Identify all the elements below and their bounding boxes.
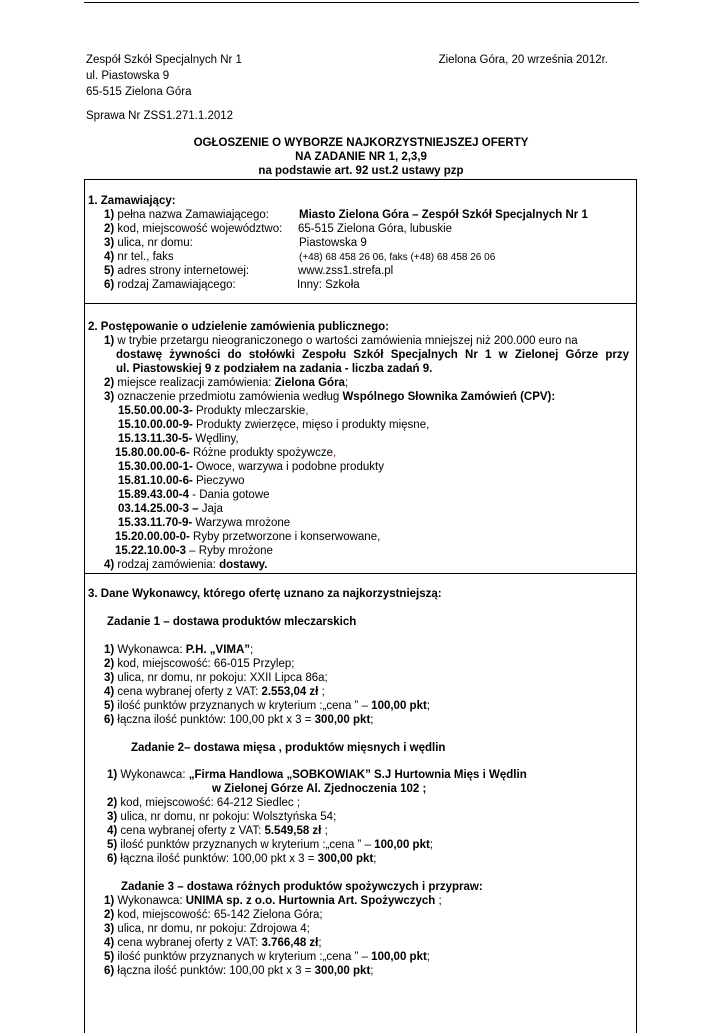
task-3-title: Zadanie 3 – dostawa różnych produktów spożywczych i przypraw: xyxy=(121,881,483,893)
s2-point-1-line-2: dostawę żywności do stołówki Zespołu Szkół Specjalnych Nr 1 w Zielonej Górze przy xyxy=(116,349,629,361)
title-line-1: OGŁOSZENIE O WYBORZE NAJKORZYSTNIEJSZEJ OFERTY xyxy=(193,137,529,149)
s1-row-5: 5) adres strony internetowej: xyxy=(104,265,250,277)
task-3-row: 4) cena wybranej oferty z VAT: 3.766,48 zł; xyxy=(104,937,322,949)
task-2-row-cont: w Zielonej Górze Al. Zjednoczenia 102 ; xyxy=(212,783,427,795)
sender-name: Zespół Szkół Specjalnych Nr 1 xyxy=(86,54,242,66)
cpv-item: 15.20.00.00-0- Ryby przetworzone i konserwowane, xyxy=(115,531,381,543)
letter-date: Zielona Góra, 20 września 2012r. xyxy=(438,54,608,66)
section-1-heading: 1. Zamawiający: xyxy=(88,195,176,207)
section-3-box xyxy=(84,573,637,1033)
task-1-title: Zadanie 1 – dostawa produktów mleczarskich xyxy=(107,616,357,628)
task-2-row: 4) cena wybranej oferty z VAT: 5.549,58 zł ; xyxy=(107,825,328,837)
task-2-row: 3) ulica, nr domu, nr pokoju: Wolsztyńska 54; xyxy=(107,811,337,823)
task-1-row: 6) łączna ilość punktów: 100,00 pkt x 3 = 300,00 pkt; xyxy=(104,714,374,726)
task-1-row: 1) Wykonawca: P.H. „VIMA”; xyxy=(104,644,254,656)
s1-row-6: 6) rodzaj Zamawiającego: xyxy=(104,279,236,291)
task-1-row: 3) ulica, nr domu, nr pokoju: XXII Lipca 86a; xyxy=(104,672,328,684)
s1-row-4: 4) nr tel., faks xyxy=(104,251,174,263)
task-3-row: 1) Wykonawca: UNIMA sp. z o.o. Hurtownia Art. Spożywczych ; xyxy=(104,895,442,907)
cpv-item: 15.80.00.00-6- Różne produkty spożywcze, xyxy=(115,447,337,459)
task-2-title: Zadanie 2– dostawa mięsa , produktów mięsnych i wędlin xyxy=(131,742,446,754)
task-3-row: 6) łączna ilość punktów: 100,00 pkt x 3 = 300,00 pkt; xyxy=(104,965,374,977)
task-2-row: 2) kod, miejscowość: 64-212 Siedlec ; xyxy=(107,797,301,809)
title-line-2: NA ZADANIE NR 1, 2,3,9 xyxy=(295,151,427,163)
s1-row-2-value: 65-515 Zielona Góra, lubuskie xyxy=(298,223,453,235)
sender-street: ul. Piastowska 9 xyxy=(86,70,170,82)
s2-point-4: 4) rodzaj zamówienia: dostawy. xyxy=(104,559,268,571)
s2-point-1-line-3: ul. Piastowskiej 9 z podziałem na zadania - liczba zadań 9. xyxy=(116,363,433,375)
title-line-3: na podstawie art. 92 ust.2 ustawy pzp xyxy=(258,165,464,177)
task-1-row: 2) kod, miejscowość: 66-015 Przylep; xyxy=(104,658,295,670)
task-3-row: 2) kod, miejscowość: 65-142 Zielona Góra; xyxy=(104,909,323,921)
document-title xyxy=(84,136,638,178)
s2-point-3: 3) oznaczenie przedmiotu zamówienia według Wspólnego Słownika Zamówień (CPV): xyxy=(104,391,556,403)
case-number: Sprawa Nr ZSS1.271.1.2012 xyxy=(86,110,234,122)
task-3-row: 3) ulica, nr domu, nr pokoju: Zdrojowa 4; xyxy=(104,923,310,935)
task-1-row: 4) cena wybranej oferty z VAT: 2.553,04 zł ; xyxy=(104,686,325,698)
cpv-item: 15.13.11.30-5- Wędliny, xyxy=(118,433,239,445)
cpv-item: 15.33.11.70-9- Warzywa mrożone xyxy=(118,517,291,529)
cpv-item: 15.81.10.00-6- Pieczywo xyxy=(118,475,245,487)
s2-point-2: 2) miejsce realizacji zamówienia: Zielona Góra; xyxy=(104,377,349,389)
letter-header xyxy=(86,52,638,100)
cpv-item: 15.22.10.00-3 – Ryby mrożone xyxy=(115,545,273,557)
section-3-heading: 3. Dane Wykonawcy, którego ofertę uznano za najkorzystniejszą: xyxy=(88,588,442,600)
section-2-heading: 2. Postępowanie o udzielenie zamówienia publicznego: xyxy=(88,321,389,333)
cpv-item: 15.50.00.00-3- Produkty mleczarskie, xyxy=(118,405,309,417)
s1-row-2: 2) kod, miejscowość województwo: xyxy=(104,223,283,235)
section-1-box xyxy=(84,179,637,303)
cpv-item: 15.89.43.00-4 - Dania gotowe xyxy=(118,489,270,501)
s1-row-6-value: Inny: Szkoła xyxy=(297,279,360,291)
sender-city: 65-515 Zielona Góra xyxy=(86,86,192,98)
task-1-row: 5) ilość punktów przyznanych w kryterium :„cena ” – 100,00 pkt; xyxy=(104,700,430,712)
task-2-row: 5) ilość punktów przyznanych w kryterium :„cena ” – 100,00 pkt; xyxy=(107,839,433,851)
s1-row-1-value: Miasto Zielona Góra – Zespół Szkół Specjalnych Nr 1 xyxy=(299,209,588,221)
s1-row-4-value: (+48) 68 458 26 06, faks (+48) 68 458 26 06 xyxy=(299,252,496,263)
cpv-item: 03.14.25.00-3 – Jaja xyxy=(118,503,223,515)
task-2-row: 1) Wykonawca: „Firma Handlowa „SOBKOWIAK” S.J Hurtownia Mięs i Wędlin xyxy=(107,769,527,781)
task-2-row: 6) łączna ilość punktów: 100,00 pkt x 3 = 300,00 pkt; xyxy=(107,853,377,865)
top-rule xyxy=(84,2,639,3)
s1-row-5-value: www.zss1.strefa.pl xyxy=(298,265,394,277)
s2-point-1: 1) w trybie przetargu nieograniczonego o wartości zamówienia mniejszej niż 200.000 euro na xyxy=(104,335,578,347)
task-3-row: 5) ilość punktów przyznanych w kryterium :„cena ” – 100,00 pkt; xyxy=(104,951,430,963)
s1-row-3-value: Piastowska 9 xyxy=(299,237,367,249)
section-2-box xyxy=(84,303,637,573)
s1-row-1: 1) pełna nazwa Zamawiającego: xyxy=(104,209,269,221)
cpv-item: 15.10.00.00-9- Produkty zwierzęce, mięso i produkty mięsne, xyxy=(118,419,430,431)
s1-row-3: 3) ulica, nr domu: xyxy=(104,237,193,249)
cpv-item: 15.30.00.00-1- Owoce, warzywa i podobne produkty xyxy=(118,461,384,473)
